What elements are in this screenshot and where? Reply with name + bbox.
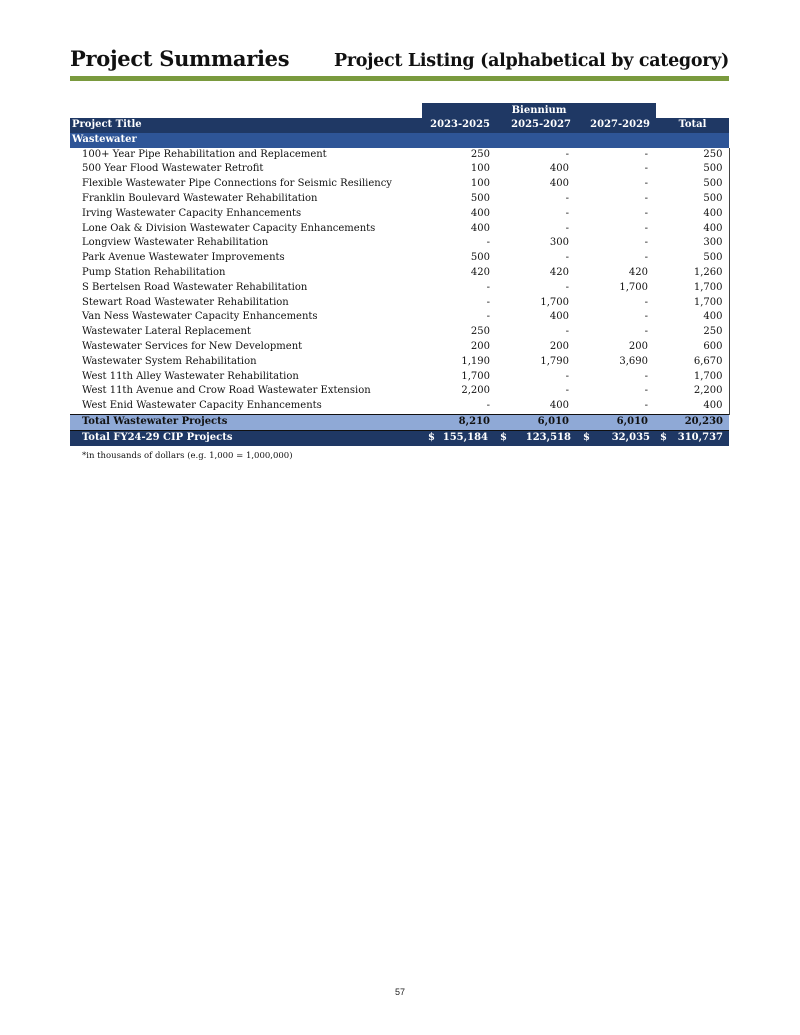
value-2027-2029: - bbox=[644, 385, 648, 397]
table-row bbox=[70, 266, 729, 281]
value-2027-2029: - bbox=[644, 192, 648, 204]
value-2023-2025: 1,190 bbox=[461, 355, 490, 367]
value-2025-2027: 400 bbox=[549, 178, 569, 190]
value-2027-2029: - bbox=[644, 326, 648, 338]
column-header-row bbox=[70, 118, 729, 133]
value-2027-2029: - bbox=[644, 207, 648, 219]
value-2027-2029: - bbox=[644, 400, 648, 412]
table-row bbox=[70, 296, 729, 311]
value-2027-2029: - bbox=[644, 178, 648, 190]
table-row bbox=[70, 310, 729, 325]
grand-total-total bbox=[656, 430, 729, 445]
project-listing-table bbox=[70, 118, 730, 446]
value-total: 400 bbox=[656, 310, 729, 325]
grand-total-2025-2027 bbox=[494, 430, 577, 445]
project-title: West Enid Wastewater Capacity Enhancements bbox=[82, 400, 322, 412]
value-2023-2025: - bbox=[486, 237, 490, 249]
table-row bbox=[70, 251, 729, 266]
table-row bbox=[70, 281, 729, 296]
column-header-total: Total bbox=[656, 118, 729, 133]
grand-total-label: Total FY24-29 CIP Projects bbox=[70, 430, 422, 445]
value-2023-2025: 200 bbox=[470, 340, 490, 352]
value-total: 500 bbox=[656, 177, 729, 192]
value-2027-2029: - bbox=[644, 148, 648, 160]
value-total: 1,700 bbox=[656, 281, 729, 296]
table-row bbox=[70, 192, 729, 207]
value-total: 500 bbox=[656, 251, 729, 266]
footnote: *in thousands of dollars (e.g. 1,000 = 1,000,000) bbox=[82, 451, 293, 461]
project-title: 500 Year Flood Wastewater Retrofit bbox=[82, 163, 264, 175]
table-row bbox=[70, 399, 729, 414]
column-header-2027-2029: 2027-2029 bbox=[577, 118, 656, 133]
value-2027-2029: - bbox=[644, 311, 648, 323]
value-2025-2027: 400 bbox=[549, 163, 569, 175]
value-2023-2025: - bbox=[486, 400, 490, 412]
value-2025-2027: 420 bbox=[549, 266, 569, 278]
value-total: 400 bbox=[656, 399, 729, 414]
value-2025-2027: - bbox=[565, 192, 569, 204]
project-title: Park Avenue Wastewater Improvements bbox=[82, 252, 285, 264]
value-total: 500 bbox=[656, 192, 729, 207]
value-2025-2027: - bbox=[565, 385, 569, 397]
value-2023-2025: 420 bbox=[470, 266, 490, 278]
value-2025-2027: 400 bbox=[549, 311, 569, 323]
value-2027-2029: - bbox=[644, 237, 648, 249]
project-rows bbox=[70, 148, 729, 415]
table-row bbox=[70, 325, 729, 340]
table-row bbox=[70, 340, 729, 355]
value-2025-2027: - bbox=[565, 252, 569, 264]
currency-symbol: $ bbox=[500, 431, 507, 443]
table-row bbox=[70, 148, 729, 163]
subtotal-label: Total Wastewater Projects bbox=[70, 414, 422, 430]
value-total: 1,700 bbox=[656, 370, 729, 385]
value-2027-2029: - bbox=[644, 252, 648, 264]
header-divider bbox=[70, 76, 729, 81]
value-2023-2025: - bbox=[486, 311, 490, 323]
value-2025-2027: - bbox=[565, 207, 569, 219]
grand-total-row bbox=[70, 430, 729, 445]
value-2023-2025: 500 bbox=[470, 252, 490, 264]
value-2027-2029: 3,690 bbox=[619, 355, 648, 367]
subtotal-2027-2029: 6,010 bbox=[577, 414, 656, 430]
project-title: Flexible Wastewater Pipe Connections for Seismic Resiliency bbox=[82, 178, 392, 190]
page-header bbox=[70, 46, 729, 76]
table-row bbox=[70, 162, 729, 177]
project-title: West 11th Avenue and Crow Road Wastewater Extension bbox=[82, 385, 371, 397]
value-2025-2027: - bbox=[565, 370, 569, 382]
value-2025-2027: - bbox=[565, 148, 569, 160]
category-row bbox=[70, 133, 729, 148]
grand-total-value: 310,737 bbox=[677, 431, 723, 443]
value-total: 1,260 bbox=[656, 266, 729, 281]
value-2027-2029: - bbox=[644, 222, 648, 234]
subtotal-2023-2025: 8,210 bbox=[422, 414, 494, 430]
column-header-2025-2027: 2025-2027 bbox=[494, 118, 577, 133]
value-total: 250 bbox=[656, 148, 729, 163]
currency-symbol: $ bbox=[583, 431, 590, 443]
value-total: 600 bbox=[656, 340, 729, 355]
value-2025-2027: 1,700 bbox=[540, 296, 569, 308]
section-title: Project Listing (alphabetical by category) bbox=[333, 51, 729, 71]
value-2023-2025: 100 bbox=[470, 178, 490, 190]
value-2023-2025: 250 bbox=[470, 326, 490, 338]
value-2025-2027: - bbox=[565, 281, 569, 293]
grand-total-value: 123,518 bbox=[525, 431, 571, 443]
subtotal-total: 20,230 bbox=[656, 414, 729, 430]
project-title: Longview Wastewater Rehabilitation bbox=[82, 237, 269, 249]
value-2027-2029: - bbox=[644, 296, 648, 308]
project-title: Lone Oak & Division Wastewater Capacity Enhancements bbox=[82, 222, 376, 234]
page-title: Project Summaries bbox=[70, 46, 290, 71]
value-2025-2027: - bbox=[565, 222, 569, 234]
value-2025-2027: 300 bbox=[549, 237, 569, 249]
table-row bbox=[70, 236, 729, 251]
value-2027-2029: - bbox=[644, 163, 648, 175]
project-title: Wastewater System Rehabilitation bbox=[82, 355, 257, 367]
value-2023-2025: 400 bbox=[470, 207, 490, 219]
project-title: Stewart Road Wastewater Rehabilitation bbox=[82, 296, 289, 308]
subtotal-row bbox=[70, 414, 729, 430]
value-total: 400 bbox=[656, 207, 729, 222]
value-2023-2025: - bbox=[486, 281, 490, 293]
value-2025-2027: 400 bbox=[549, 400, 569, 412]
column-header-project-title: Project Title bbox=[70, 118, 422, 133]
value-2025-2027: 1,790 bbox=[540, 355, 569, 367]
value-total: 250 bbox=[656, 325, 729, 340]
value-total: 6,670 bbox=[656, 355, 729, 370]
project-title: S Bertelsen Road Wastewater Rehabilitation bbox=[82, 281, 308, 293]
value-2025-2027: - bbox=[565, 326, 569, 338]
table-row bbox=[70, 222, 729, 237]
value-2023-2025: 2,200 bbox=[461, 385, 490, 397]
table-row bbox=[70, 177, 729, 192]
value-total: 1,700 bbox=[656, 296, 729, 311]
value-2023-2025: 250 bbox=[470, 148, 490, 160]
column-header-2023-2025: 2023-2025 bbox=[422, 118, 494, 133]
value-total: 300 bbox=[656, 236, 729, 251]
project-title: Pump Station Rehabilitation bbox=[82, 266, 226, 278]
value-2023-2025: 100 bbox=[470, 163, 490, 175]
grand-total-value: 32,035 bbox=[611, 431, 650, 443]
currency-symbol: $ bbox=[660, 431, 667, 443]
table-row bbox=[70, 370, 729, 385]
value-2023-2025: 500 bbox=[470, 192, 490, 204]
value-2023-2025: 400 bbox=[470, 222, 490, 234]
table-row bbox=[70, 384, 729, 399]
subtotal-2025-2027: 6,010 bbox=[494, 414, 577, 430]
value-total: 500 bbox=[656, 162, 729, 177]
grand-total-value: 155,184 bbox=[442, 431, 488, 443]
value-2025-2027: 200 bbox=[549, 340, 569, 352]
table-row bbox=[70, 355, 729, 370]
project-title: Wastewater Services for New Development bbox=[82, 340, 303, 352]
project-title: Irving Wastewater Capacity Enhancements bbox=[82, 207, 302, 219]
value-2027-2029: - bbox=[644, 370, 648, 382]
project-title: 100+ Year Pipe Rehabilitation and Replacement bbox=[82, 148, 327, 160]
value-2023-2025: 1,700 bbox=[461, 370, 490, 382]
value-2023-2025: - bbox=[486, 296, 490, 308]
value-2027-2029: 1,700 bbox=[619, 281, 648, 293]
project-title: Franklin Boulevard Wastewater Rehabilitation bbox=[82, 192, 318, 204]
value-total: 400 bbox=[656, 222, 729, 237]
project-title: Van Ness Wastewater Capacity Enhancements bbox=[82, 311, 318, 323]
value-2027-2029: 200 bbox=[628, 340, 648, 352]
value-2027-2029: 420 bbox=[628, 266, 648, 278]
category-label: Wastewater bbox=[70, 133, 729, 148]
project-title: Wastewater Lateral Replacement bbox=[82, 326, 251, 338]
project-title: West 11th Alley Wastewater Rehabilitation bbox=[82, 370, 299, 382]
currency-symbol: $ bbox=[428, 431, 435, 443]
value-total: 2,200 bbox=[656, 384, 729, 399]
page-number: 57 bbox=[394, 987, 405, 997]
grand-total-2027-2029 bbox=[577, 430, 656, 445]
biennium-header: Biennium bbox=[422, 103, 656, 118]
grand-total-2023-2025 bbox=[422, 430, 494, 445]
table-row bbox=[70, 207, 729, 222]
